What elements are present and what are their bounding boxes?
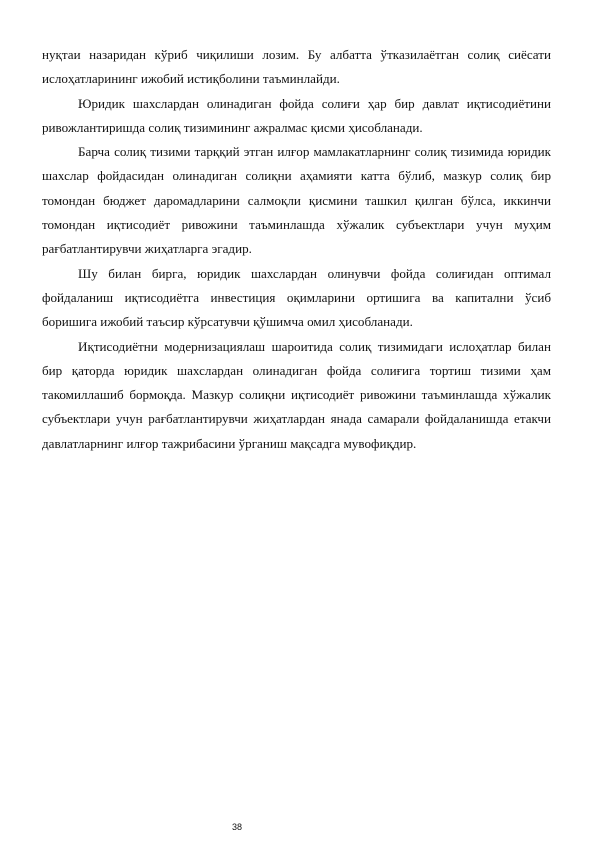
paragraph-profit-tax-role: Юридик шахслардан олинадиган фойда солиғи ҳар бир давлат иқтисодиётини ривожлантиришда солиқ тизимининг ажралмас қисми ҳисобланади. <box>42 95 551 135</box>
paragraph-modernization: Иқтисодиётни модернизациялаш шароитида солиқ тизимидаги ислоҳатлар билан бир қаторда юридик шахслардан олинадиган фойда солиғига тортиш тизими ҳам такомиллашиб бормоқда. Мазкур солиқни иқтисодиёт ривожини таъминлашда хўжалик субъектлари учун рағбатлантирувчи жиҳатлардан янада самарали фойдаланишда етакчи давлатларнинг илғор тажрибасини ўрганиш мақсадга мувофиқдир. <box>42 338 551 451</box>
body-text <box>42 43 551 456</box>
paragraph-continuation: нуқтаи назаридан кўриб чиқилиши лозим. Бу албатта ўтказилаётган солиқ сиёсати ислоҳатларининг ижобий истиқболини таъминлайди. <box>42 47 551 87</box>
page-number: 38 <box>231 822 242 832</box>
paragraph-developed-countries: Барча солиқ тизими тарққий этган илғор мамлакатларнинг солиқ тизимида юридик шахслар фойдасидан олинадиган солиқни аҳамияти катта бўлиб, мазкур солиқ бир томондан бюджет даромадларини салмоқли қисмини ташкил қилган бўлса, иккинчи томондан иқтисодиёт ривожини таъминлашда хўжалик субъектлари учун муҳим рағбатлантирувчи жиҳатларга эгадир. <box>42 144 551 257</box>
paragraph-optimal-use: Шу билан бирга, юридик шахслардан олинувчи фойда солиғидан оптимал фойдаланиш иқтисодиётга инвестиция оқимларини ортишига ва капитални ўсиб боришига ижобий таъсир кўрсатувчи қўшимча омил ҳисобланади. <box>42 265 551 330</box>
